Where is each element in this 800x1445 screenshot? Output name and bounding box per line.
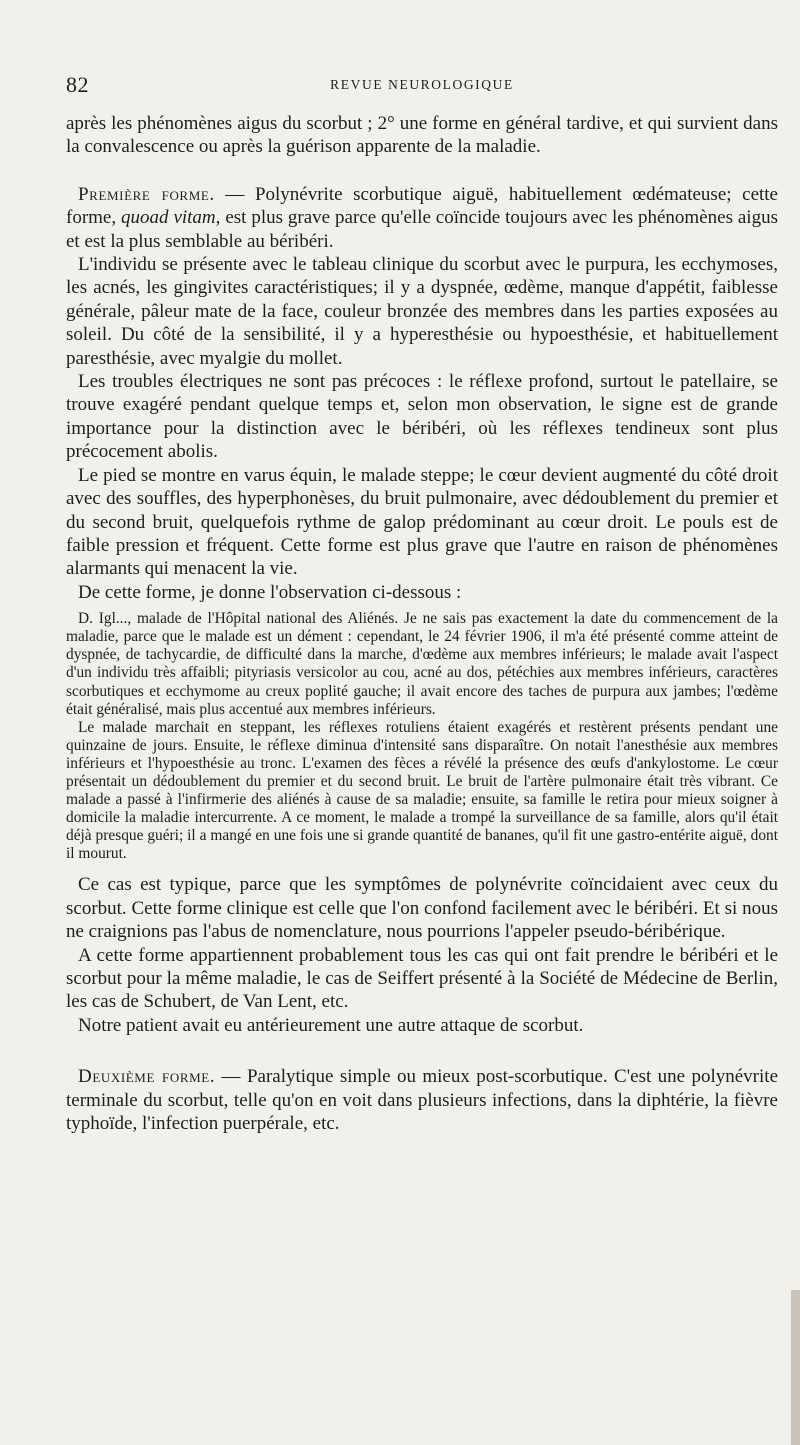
paragraph-foot-heart: Le pied se montre en varus équin, le malade steppe; le cœur devient augmenté du côté droit avec des souffles, des hyperphonèses, du bruit pulmonaire, avec dédoublement du premier et du second bruit, quelquefois rythme de galop prédominant au cœur droit. Le pouls est de faible pression et fréquent. Cette forme est plus grave que l'autre en raison de phénomènes alarmants qui menacent la vie. bbox=[66, 464, 778, 580]
scan-edge-shadow bbox=[791, 1290, 800, 1445]
page-header bbox=[66, 72, 778, 98]
paragraph-typical-case: Ce cas est typique, parce que les symptômes de polynévrite coïncidaient avec ceux du scorbut. Cette forme clinique est celle que l'on confond facilement avec le béribéri. Et si nous ne craignions pas l'abus de nomenclature, nous pourrions l'appeler pseudo-béribérique. bbox=[66, 874, 778, 943]
section-label-second-form: Deuxième forme. bbox=[78, 1066, 216, 1088]
observation-paragraph-1: D. Igl..., malade de l'Hôpital national des Aliénés. Je ne sais pas exactement la date du commencement de la maladie, parce que le malade est un dément : cependant, le 24 février 1906, il m'a été présenté comme atteint de dyspnée, de tachycardie, de difficulté dans la marche, d'œdème aux membres inférieurs; le malade avait l'aspect d'un individu très affaibli; pityriasis versicolor au cou, acné au dos, pétéchies aux membres inférieurs, caractères scorbutiques et ecchymome au creux poplité gauche; il avait encore des taches de purpura aux jambes; l'œdème était généralisé, mais plus accentué aux membres inférieurs. bbox=[66, 610, 778, 718]
paragraph-second-form bbox=[66, 1065, 778, 1135]
paragraph-first-form bbox=[66, 183, 778, 253]
paragraph-intro: après les phénomènes aigus du scorbut ; 2° une forme en général tardive, et qui survient dans la convalescence ou après la guérison apparente de la maladie. bbox=[66, 113, 778, 158]
first-form-italic: quoad vitam bbox=[121, 207, 216, 229]
paragraph-observation-intro: De cette forme, je donne l'observation ci-dessous : bbox=[78, 581, 462, 603]
section-label-first-form: Première forme. bbox=[78, 183, 215, 205]
running-head: REVUE NEUROLOGIQUE bbox=[330, 77, 514, 92]
paragraph-previous-attack: Notre patient avait eu antérieurement une autre attaque de scorbut. bbox=[78, 1014, 584, 1036]
article-body bbox=[66, 112, 778, 1136]
first-form-text-a: — Polynévrite scorbutique aiguë, habituellement œdémateuse; cette forme, bbox=[66, 183, 778, 229]
second-form-text: — Paralytique simple ou mieux post-scorbutique. C'est une polynévrite terminale du scorbut, telle qu'on en voit dans plusieurs infections, dans la diphtérie, la fièvre typhoïde, l'infection puerpérale, etc. bbox=[66, 1066, 779, 1135]
paragraph-related-cases: A cette forme appartiennent probablement tous les cas qui ont fait prendre le béribéri et le scorbut pour la même maladie, le cas de Seiffert présenté à la Société de Médecine de Berlin, les cas de Schubert, de Van Lent, etc. bbox=[66, 944, 778, 1013]
first-form-text-b: , est plus grave parce qu'elle coïncide toujours avec les phénomènes aigus et est la plus semblable au béribéri. bbox=[66, 207, 778, 252]
page-number: 82 bbox=[66, 72, 89, 97]
paragraph-electric-troubles: Les troubles électriques ne sont pas précoces : le réflexe profond, surtout le patellaire, se trouve exagéré pendant quelque temps et, selon mon observation, le signe est de grande importance pour la distinction avec le béribéri, où les réflexes tendineux sont plus précocement abolis. bbox=[66, 371, 778, 463]
observation-paragraph-2: Le malade marchait en steppant, les réflexes rotuliens étaient exagérés et restèrent présents pendant une quinzaine de jours. Ensuite, le réflexe diminua d'intensité sans disparaître. On notait l'anesthésie aux membres inférieurs et l'hypoesthésie au tronc. L'examen des fèces a révélé la présence des œufs d'ankylostome. Le cœur présentait un dédoublement du premier et du second bruit. Le bruit de l'artère pulmonaire était très vibrant. Ce malade a passé à l'infirmerie des aliénés à cause de sa maladie; ensuite, sa famille le retira pour mieux soigner à domicile la maladie intercurrente. A ce moment, le malade a trompé la surveillance de sa famille, alors qu'il était déjà presque guéri; il a mangé en une fois une si grande quantité de bananes, qu'il fit une gastro-entérite aiguë, dont il mourut. bbox=[66, 718, 778, 863]
paragraph-clinical-picture: L'individu se présente avec le tableau clinique du scorbut avec le purpura, les ecchymoses, les acnés, les gingivites caractéristiques; il y a dyspnée, œdème, manque d'appétit, faiblesse générale, pâleur mate de la face, couleur bronzée des membres dans les parties exposées au soleil. Du côté de la sensibilité, il y a hyperesthésie ou hypoesthésie, et habituellement paresthésie, avec myalgie du mollet. bbox=[66, 254, 778, 369]
